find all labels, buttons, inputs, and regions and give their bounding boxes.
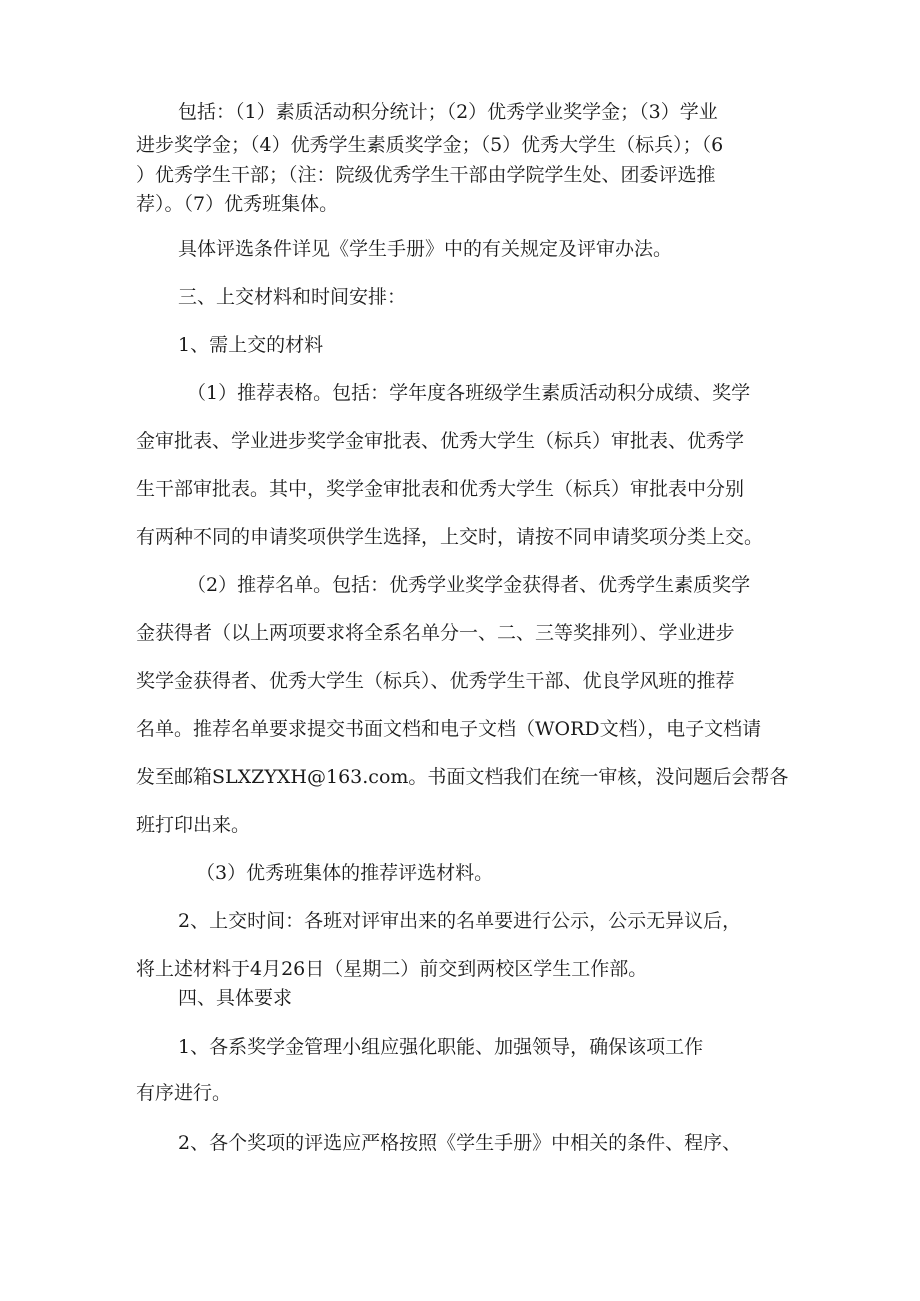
subsection-heading: 1、需上交的材料 [178,334,324,356]
paragraph-line: 进步奖学金；（4）优秀学生素质奖学金；（5）优秀大学生（标兵）；（6 [136,134,724,156]
paragraph-line: 名单。推荐名单要求提交书面文档和电子文档（WORD文档），电子文档请 [136,718,762,740]
paragraph-line: 生干部审批表。其中，奖学金审批表和优秀大学生（标兵）审批表中分别 [136,478,745,500]
paragraph-line: 金获得者（以上两项要求将全系名单分一、二、三等奖排列）、学业进步 [136,622,735,644]
paragraph-line: 金审批表、学业进步奖学金审批表、优秀大学生（标兵）审批表、优秀学 [136,430,745,452]
paragraph-line: 将上述材料于4月26日（星期二）前交到两校区学生工作部。 [136,958,648,980]
paragraph-line: 2、上交时间：各班对评审出来的名单要进行公示，公示无异议后， [178,910,742,932]
paragraph-line: 包括：（1）素质活动积分统计；（2）优秀学业奖学金；（3）学业 [178,101,718,123]
paragraph-line: 发至邮箱SLXZYXH@163.com。书面文档我们在统一审核，没问题后会帮各 [136,766,789,788]
paragraph-line: 荐）。（7）优秀班集体。 [136,193,339,215]
paragraph-line: （2）推荐名单。包括：优秀学业奖学金获得者、优秀学生素质奖学 [187,574,751,596]
paragraph-line: 班打印出来。 [136,814,251,836]
paragraph-line: （3）优秀班集体的推荐评选材料。 [196,862,494,884]
paragraph-line: 有序进行。 [136,1082,232,1104]
paragraph-line: ）优秀学生干部；（注：院级优秀学生干部由学院学生处、团委评选推 [136,164,716,186]
paragraph-line: 奖学金获得者、优秀大学生（标兵）、优秀学生干部、优良学风班的推荐 [136,670,735,692]
paragraph-line: 具体评选条件详见《学生手册》中的有关规定及评审办法。 [178,238,673,260]
paragraph-line: 有两种不同的申请奖项供学生选择，上交时，请按不同申请奖项分类上交。 [136,526,764,548]
paragraph-line: 1、各系奖学金管理小组应强化职能、加强领导，确保该项工作 [178,1036,704,1058]
section-heading: 三、上交材料和时间安排： [178,286,407,308]
paragraph-line: （1）推荐表格。包括：学年度各班级学生素质活动积分成绩、奖学 [187,382,751,404]
section-heading: 四、具体要求 [178,987,293,1009]
paragraph-line: 2、各个奖项的评选应严格按照《学生手册》中相关的条件、程序、 [178,1132,742,1154]
